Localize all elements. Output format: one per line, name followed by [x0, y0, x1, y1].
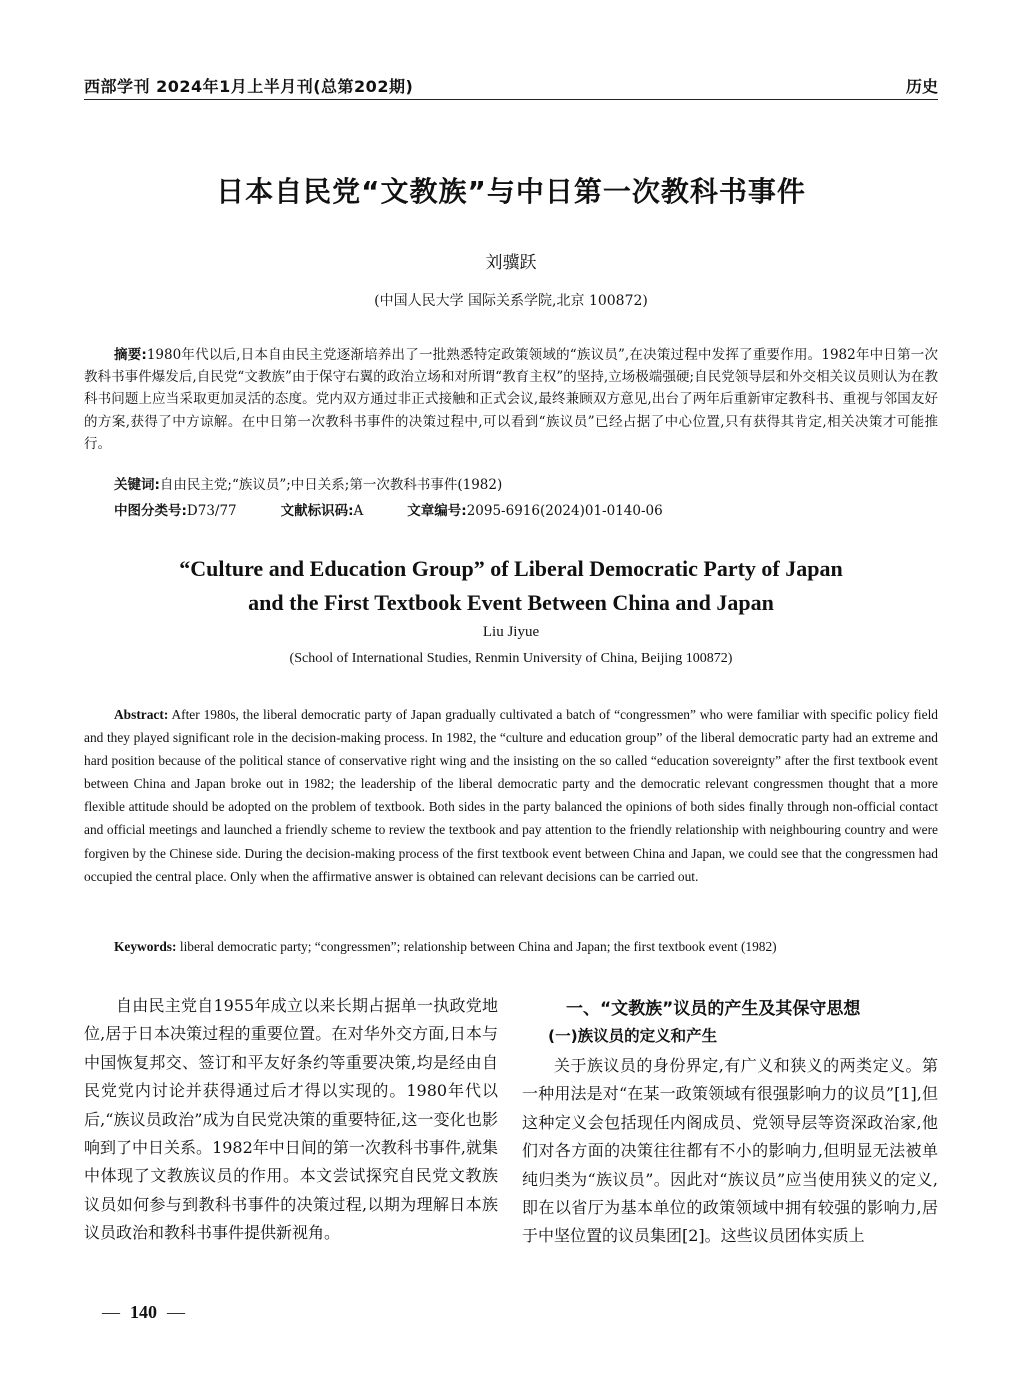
body-paragraph-right: 关于族议员的身份界定,有广义和狭义的两类定义。第一种用法是对“在某一政策领域有很强影响力的议员”[1],但这种定义会包括现任内阁成员、党领导层等资深政治家,他们对各方面的决策往往都有不小的影响力,但明显无法被单纯归类为“族议员”。因此对“族议员”应当使用狭义的定义,即在以省厅为基本单位的政策领域中拥有较强的影响力,居于中坚位置的议员集团[2]。这些议员团体实质上: [522, 1056, 938, 1246]
subsection-heading: (一)族议员的定义和产生: [548, 1027, 718, 1045]
keywords-cn-label: 关键词:: [114, 477, 160, 493]
abstract-en-text: After 1980s, the liberal democratic party of Japan gradually cultivated a batch of “congressmen” who were familiar with specific policy field and they played significant role in the decision-making process. In 1982, the “culture and education group” of the liberal democratic party had an extreme and hard position because of the political stance of conservative right wing and the insisting on the so called “education sovereignty” after the first textbook event between China and Japan broke out in 1982; the leadership of the liberal democratic party and the democratic relevant congressmen thought that a more flexible attitude should be adopted on the problem of textbook. Both sides in the party balanced the opinions of both sides finally through non-official contact and official meetings and launched a friendly scheme to review the textbook and pay attention to the friendly relationship with neighbouring country and were forgiven by the Chinese side. During the decision-making process of the first textbook event between China and Japan, we could see that the congressmen had occupied the central place. Only when the affirmative answer is obtained can relevant decisions can be carried out.: [84, 707, 938, 884]
abstract-cn: [84, 344, 938, 455]
english-title-line1: “Culture and Education Group” of Liberal Democratic Party of Japan: [179, 556, 843, 581]
keywords-en: [114, 939, 777, 955]
doc-code-value: A: [353, 503, 364, 519]
english-title-line2: and the First Textbook Event Between China and Japan: [248, 590, 774, 615]
header-divider: [84, 99, 938, 100]
section-label: 历史: [905, 77, 938, 96]
section-heading: 一、“文教族”议员的产生及其保守思想: [566, 999, 861, 1019]
article-no-value: 2095-6916(2024)01-0140-06: [466, 503, 663, 519]
english-affiliation: (School of International Studies, Renmin University of China, Beijing 100872): [289, 651, 733, 666]
keywords-en-label: Keywords:: [114, 939, 177, 954]
classification-line: [114, 499, 663, 519]
author-affiliation: (中国人民大学 国际关系学院,北京 100872): [374, 293, 648, 309]
abstract-en: [84, 703, 938, 888]
article-title: 日本自民党“文教族”与中日第一次教科书事件: [216, 175, 806, 208]
keywords-cn: [114, 473, 502, 493]
page-number: — 140 —: [102, 1302, 185, 1322]
intro-paragraph: 自由民主党自1955年成立以来长期占据单一执政党地位,居于日本决策过程的重要位置。在对华外交方面,日本与中国恢复邦交、签订和平友好条约等重要决策,均是经由自民党党内讨论并获得通过后才得以实现的。1980年代以后,“族议员政治”成为自民党决策的重要特征,这一变化也影响到了中日关系。1982年中日间的第一次教科书事件,就集中体现了文教族议员的作用。本文尝试探究自民党文教族议员如何参与到教科书事件的决策过程,以期为理解日本族议员政治和教科书事件提供新视角。: [84, 996, 498, 1243]
abstract-cn-text: 1980年代以后,日本自由民主党逐渐培养出了一批熟悉特定政策领域的“族议员”,在决策过程中发挥了重要作用。1982年中日第一次教科书事件爆发后,自民党“文教族”由于保守右翼的政治立场和对所谓“教育主权”的坚持,立场极端强硬;自民党领导层和外交相关议员则认为在教科书问题上应当采取更加灵活的态度。党内双方通过非正式接触和正式会议,最终兼顾双方意见,出台了两年后重新审定教科书、重视与邻国友好的方案,获得了中方谅解。在中日第一次教科书事件的决策过程中,可以看到“族议员”已经占据了中心位置,只有获得其肯定,相关决策才可能推行。: [84, 347, 938, 452]
author-name: 刘骥跃: [485, 253, 537, 273]
journal-header: 西部学刊 2024年1月上半月刊(总第202期): [84, 77, 414, 96]
abstract-cn-label: 摘要:: [114, 347, 147, 363]
abstract-en-label: Abstract:: [114, 707, 169, 722]
keywords-cn-text: 自由民主党;“族议员”;中日关系;第一次教科书事件(1982): [159, 477, 503, 493]
clc-value: D73/77: [186, 503, 237, 519]
article-no-label: 文章编号:: [407, 503, 467, 519]
english-title: [84, 552, 938, 620]
page-number-value: 140: [130, 1302, 157, 1322]
doc-code-label: 文献标识码:: [280, 503, 354, 519]
english-author: Liu Jiyue: [482, 624, 540, 640]
keywords-en-text: liberal democratic party; “congressmen”; relationship between China and Japan; the first textbook event (1982): [179, 939, 777, 954]
clc-label: 中图分类号:: [114, 503, 187, 519]
